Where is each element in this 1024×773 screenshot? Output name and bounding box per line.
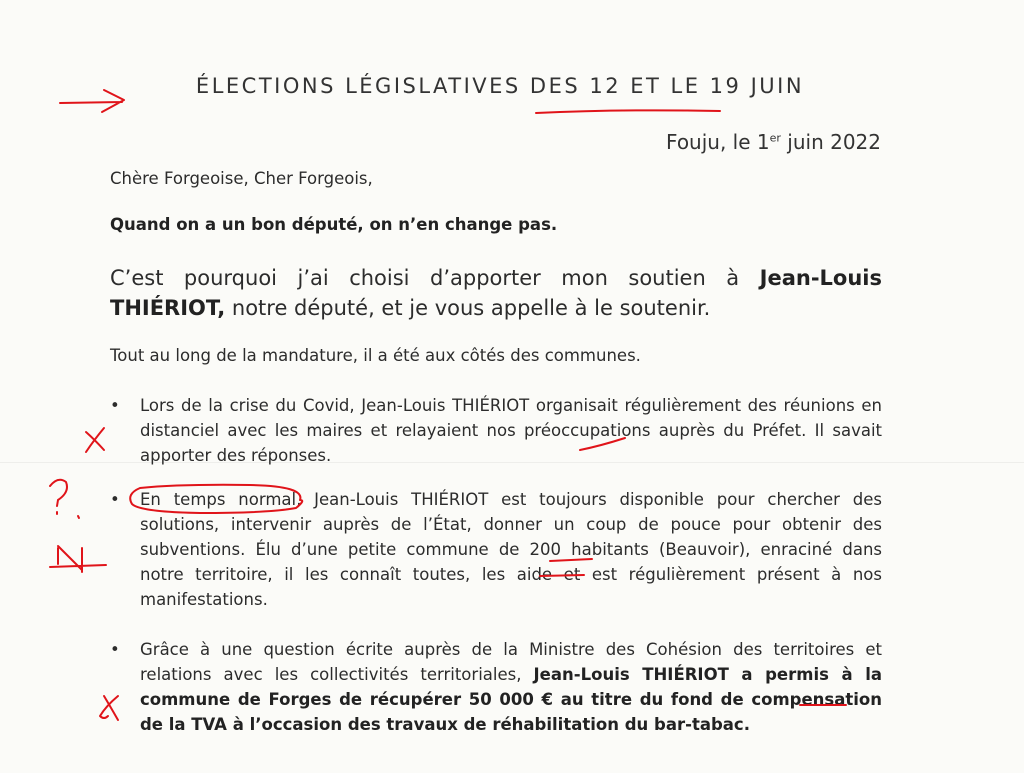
letter-title: ÉLECTIONS LÉGISLATIVES DES 12 ET LE 19 JUIN	[195, 74, 805, 98]
bullet-text-normal-times: En temps normal, Jean-Louis THIÉRIOT est toujours disponible pour chercher des solutions, intervenir auprès de l’État, donner un coup de pouce pour obtenir des subventions. Élu d’une petite commune de 200 habitants (Beauvoir), enraciné dans notre territoire, il les connaît toutes, les aide et est régulièrement présent à nos manifestations.	[140, 490, 882, 609]
date-suffix: juin 2022	[780, 130, 881, 154]
bullet-text-covid: Lors de la crise du Covid, Jean-Louis THIÉRIOT organisait régulièrement des réunions en distanciel avec les maires et relayaient nos préoccupations auprès du Préfet. Il savait apporter des réponses.	[140, 396, 882, 465]
red-question-mark	[50, 480, 67, 514]
red-arrow-mark	[60, 90, 124, 112]
bullet-dot: •	[110, 640, 120, 659]
red-dot-mark	[78, 516, 79, 518]
red-x-mark	[86, 428, 104, 452]
date-superscript: er	[769, 131, 781, 145]
motto: Quand on a un bon député, on n’en change pas.	[110, 215, 558, 234]
salutation: Chère Forgeoise, Cher Forgeois,	[110, 169, 373, 188]
bullet-tva-bold: Jean-Louis THIÉRIOT a permis à la commune de Forges de récupérer 50 000 € au titre du fond de compensation de la TVA à l’occasion des travaux de réhabilitation du bar-tabac.	[140, 665, 882, 734]
red-n-mark	[50, 546, 106, 572]
red-underline-title	[536, 110, 720, 113]
letter-date	[666, 130, 881, 154]
support-paragraph	[110, 263, 882, 323]
support-name: Jean-Louis THIÉRIOT,	[110, 266, 882, 320]
support-lead: C’est pourquoi j’ai choisi d’apporter mon soutien à	[110, 266, 760, 290]
date-prefix: Fouju, le 1	[666, 130, 770, 154]
red-x-mark	[100, 696, 118, 720]
bullet-dot: •	[110, 490, 120, 509]
bullet-dot: •	[110, 396, 120, 415]
bullet-tva-plain: Grâce à une question écrite auprès de la Ministre des Cohésion des territoires et relations avec les collectivités territoriales,	[140, 640, 882, 684]
bullet-text-tva	[140, 637, 882, 737]
support-tail: notre député, et je vous appelle à le soutenir.	[225, 296, 711, 320]
intro-paragraph: Tout au long de la mandature, il a été aux côtés des communes.	[110, 346, 641, 365]
